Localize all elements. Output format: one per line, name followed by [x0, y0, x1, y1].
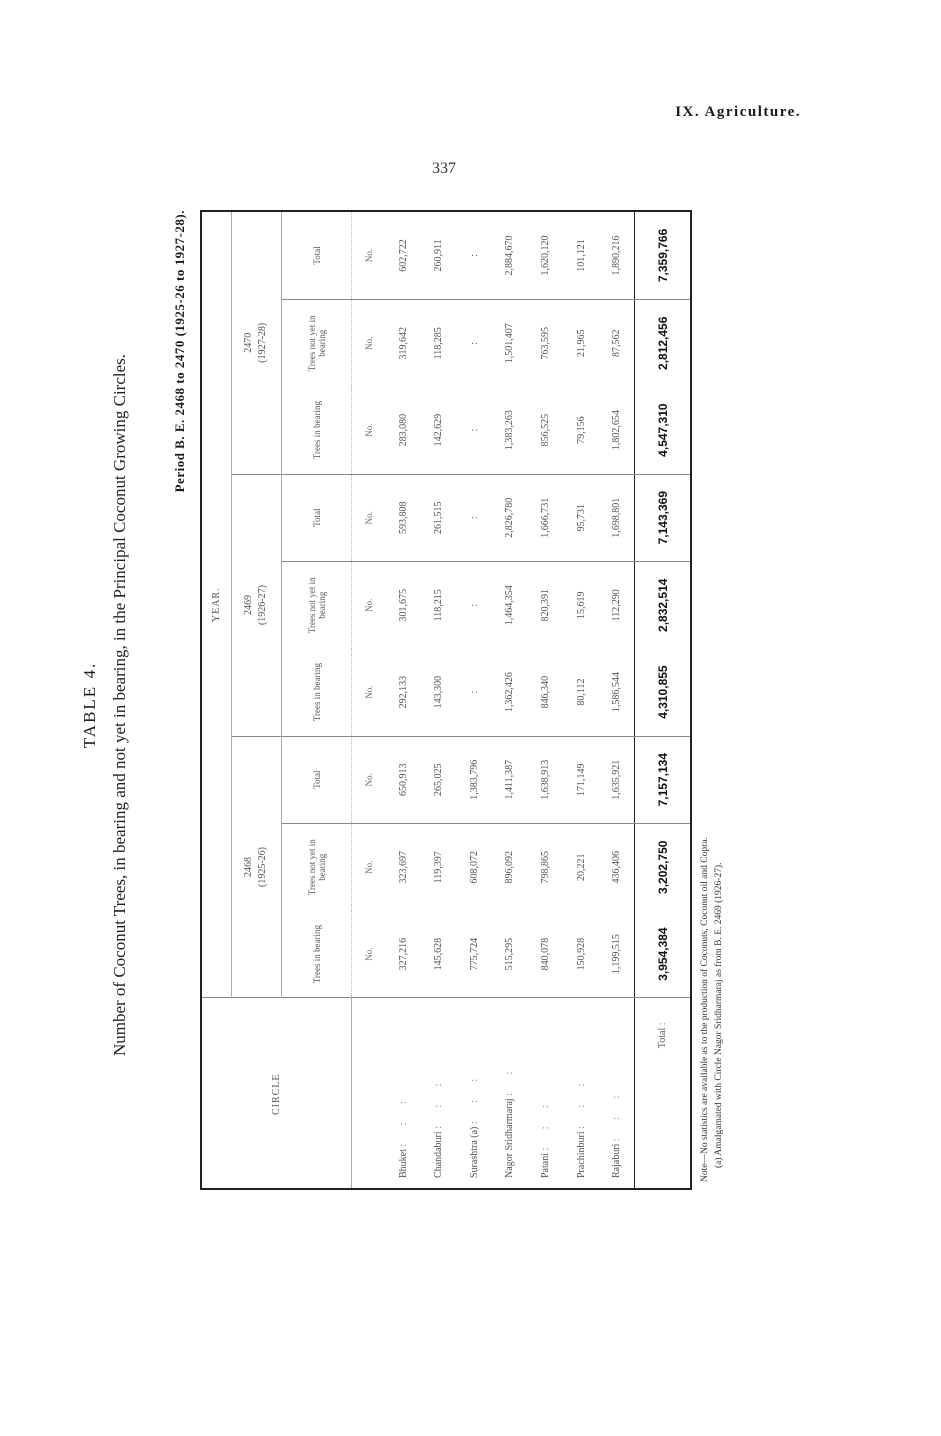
unit-cell: No.: [352, 474, 386, 561]
year-header-row: [202, 212, 231, 1188]
unit-cell: No.: [352, 212, 386, 299]
table-cell: 1,635,921: [599, 736, 635, 823]
table-cell: 1,383,263: [492, 387, 528, 474]
table-cell: 1,586,544: [599, 649, 635, 736]
table-cell: 1,501,407: [504, 323, 516, 364]
circle-name: Nagor Sridharmaraj : :: [504, 1063, 516, 1178]
total-cell: 2,832,514: [635, 561, 690, 648]
table-cell: 150,928: [563, 911, 599, 998]
table-cell: 265,025: [421, 736, 457, 823]
table-cell: :: [457, 474, 493, 561]
table-cell: 323,697: [397, 851, 409, 884]
table-cell: 15,619: [575, 591, 587, 620]
subheader-in-bearing: Trees in bearing: [282, 649, 352, 736]
table-cell: 118,285: [433, 327, 445, 360]
page-number: 337: [432, 160, 456, 177]
total-cell: 4,547,310: [635, 387, 690, 474]
unit-cell: No.: [352, 736, 386, 823]
year-header: YEAR.: [202, 212, 231, 998]
circle-header: CIRCLE: [202, 998, 352, 1188]
subheader-in-bearing: Trees in bearing: [282, 387, 352, 474]
table-row: [386, 212, 422, 1188]
table-cell: 119,397: [433, 851, 445, 884]
table-cell: 1,802,654: [599, 387, 635, 474]
table-cell: 856,525: [528, 387, 564, 474]
table-cell: 846,340: [528, 649, 564, 736]
table-cell: 301,675: [397, 589, 409, 622]
section-heading: IX. Agriculture.: [675, 104, 801, 120]
table-cell: 260,911: [421, 212, 457, 299]
table-cell: 1,464,354: [504, 585, 516, 626]
table-subtitle: Number of Coconut Trees, in bearing and not yet in bearing, in the Principal Coconut Growing Circles.: [110, 353, 129, 1057]
table-title: TABLE 4.: [80, 661, 99, 749]
table-cell: :: [468, 603, 480, 607]
table-cell: 1,383,796: [457, 736, 493, 823]
unit-cell: No.: [352, 387, 386, 474]
subheader-total: Total: [282, 474, 352, 561]
circle-name: Rajaburi : : :: [611, 1087, 623, 1178]
table-cell: 602,722: [386, 212, 422, 299]
table-cell: 1,620,120: [528, 212, 564, 299]
table-cell: 101,121: [563, 212, 599, 299]
subheader-total: Total: [282, 212, 352, 299]
table-cell: 79,156: [563, 387, 599, 474]
subheader-not-bearing: Trees not yet in bearing: [282, 823, 352, 910]
table-cell: 798,865: [539, 851, 551, 884]
table-cell: :: [457, 212, 493, 299]
table-cell: 2,826,780: [492, 474, 528, 561]
table-cell: 20,221: [575, 853, 587, 882]
table-cell: 319,642: [397, 327, 409, 360]
subheader-total: Total: [282, 736, 352, 823]
coconut-table: [200, 210, 692, 1190]
table-cell: 1,362,426: [492, 649, 528, 736]
rotated-table-page: [80, 210, 725, 1200]
table-cell: :: [457, 387, 493, 474]
table-cell: 1,890,216: [599, 212, 635, 299]
table-cell: 1,698,801: [599, 474, 635, 561]
table-cell: :: [457, 649, 493, 736]
unit-cell: No.: [352, 911, 386, 998]
total-cell: 7,359,766: [635, 212, 690, 299]
table-cell: 1,666,731: [528, 474, 564, 561]
unit-cell: No.: [352, 649, 386, 736]
table-row: [457, 212, 493, 1188]
total-cell: 7,143,369: [635, 474, 690, 561]
table-cell: 327,216: [386, 911, 422, 998]
unit-row: [352, 212, 386, 1188]
unit-cell: No.: [363, 336, 374, 350]
table-cell: 171,149: [563, 736, 599, 823]
table-row: [599, 212, 635, 1188]
table-cell: 292,133: [386, 649, 422, 736]
table-cell: 650,913: [386, 736, 422, 823]
table-cell: :: [468, 341, 480, 345]
year-2469: 2469 (1926-27): [231, 474, 282, 736]
circle-name: Bhuket : : :: [397, 1093, 409, 1178]
table-cell: 142,629: [421, 387, 457, 474]
subheader-not-bearing: Trees not yet in bearing: [282, 299, 352, 386]
table-cell: 775,724: [457, 911, 493, 998]
table-row: [421, 212, 457, 1188]
year-2470: 2470 (1927-28): [231, 212, 282, 474]
circle-name: Prachinburi : : :: [575, 1075, 587, 1178]
table-cell: 112,290: [611, 589, 623, 622]
total-cell: 3,202,750: [635, 823, 690, 910]
circle-name: Chandaburi : : :: [433, 1075, 445, 1178]
total-row: [635, 212, 690, 1188]
table-row: [528, 212, 564, 1188]
table-cell: 118,215: [433, 589, 445, 622]
table-cell: 1,411,387: [492, 736, 528, 823]
period-label: Period B. E. 2468 to 2470 (1925-26 to 1927-28).: [172, 210, 187, 493]
table-cell: 80,112: [563, 649, 599, 736]
year-2468: 2468 (1925-26): [231, 736, 282, 998]
table-cell: 593,808: [386, 474, 422, 561]
total-label: Total :: [635, 998, 690, 1188]
table-cell: 1,199,515: [599, 911, 635, 998]
total-cell: 2,812,456: [635, 299, 690, 386]
total-cell: 4,310,855: [635, 649, 690, 736]
table-row: [563, 212, 599, 1188]
table-cell: 261,515: [421, 474, 457, 561]
table-cell: 840,078: [528, 911, 564, 998]
footnote: (a) Amalgamated with Circle Nagor Sridharmaraj as from B. E. 2469 (1926-27).: [714, 862, 725, 1168]
table-cell: 820,391: [539, 589, 551, 622]
unit-cell: No.: [363, 860, 374, 874]
footnote: Note—No statistics are available as to the production of Coconuts, Coconut oil and Copra.: [700, 837, 710, 1182]
table-cell: 95,731: [563, 474, 599, 561]
unit-cell: No.: [363, 598, 374, 612]
table-row: [492, 212, 528, 1188]
table-cell: 87,562: [611, 329, 623, 358]
total-cell: 3,954,384: [635, 911, 690, 998]
table-cell: 763,595: [539, 327, 551, 360]
table-cell: 143,300: [421, 649, 457, 736]
table-cell: 21,965: [575, 329, 587, 358]
table-cell: 436,406: [611, 851, 623, 884]
table-cell: 608,072: [468, 851, 480, 884]
footnotes: [698, 837, 727, 1182]
circle-name: Patani : : :: [539, 1097, 551, 1178]
total-cell: 7,157,134: [635, 736, 690, 823]
table-cell: 896,092: [504, 851, 516, 884]
circle-name: Surashtra (a) : : :: [468, 1070, 480, 1178]
table-cell: 1,638,913: [528, 736, 564, 823]
subheader-not-bearing: Trees not yet in bearing: [282, 561, 352, 648]
table-cell: 145,628: [421, 911, 457, 998]
table-cell: 283,080: [386, 387, 422, 474]
table-cell: 2,884,670: [492, 212, 528, 299]
subheader-in-bearing: Trees in bearing: [282, 911, 352, 998]
table-cell: 515,295: [492, 911, 528, 998]
